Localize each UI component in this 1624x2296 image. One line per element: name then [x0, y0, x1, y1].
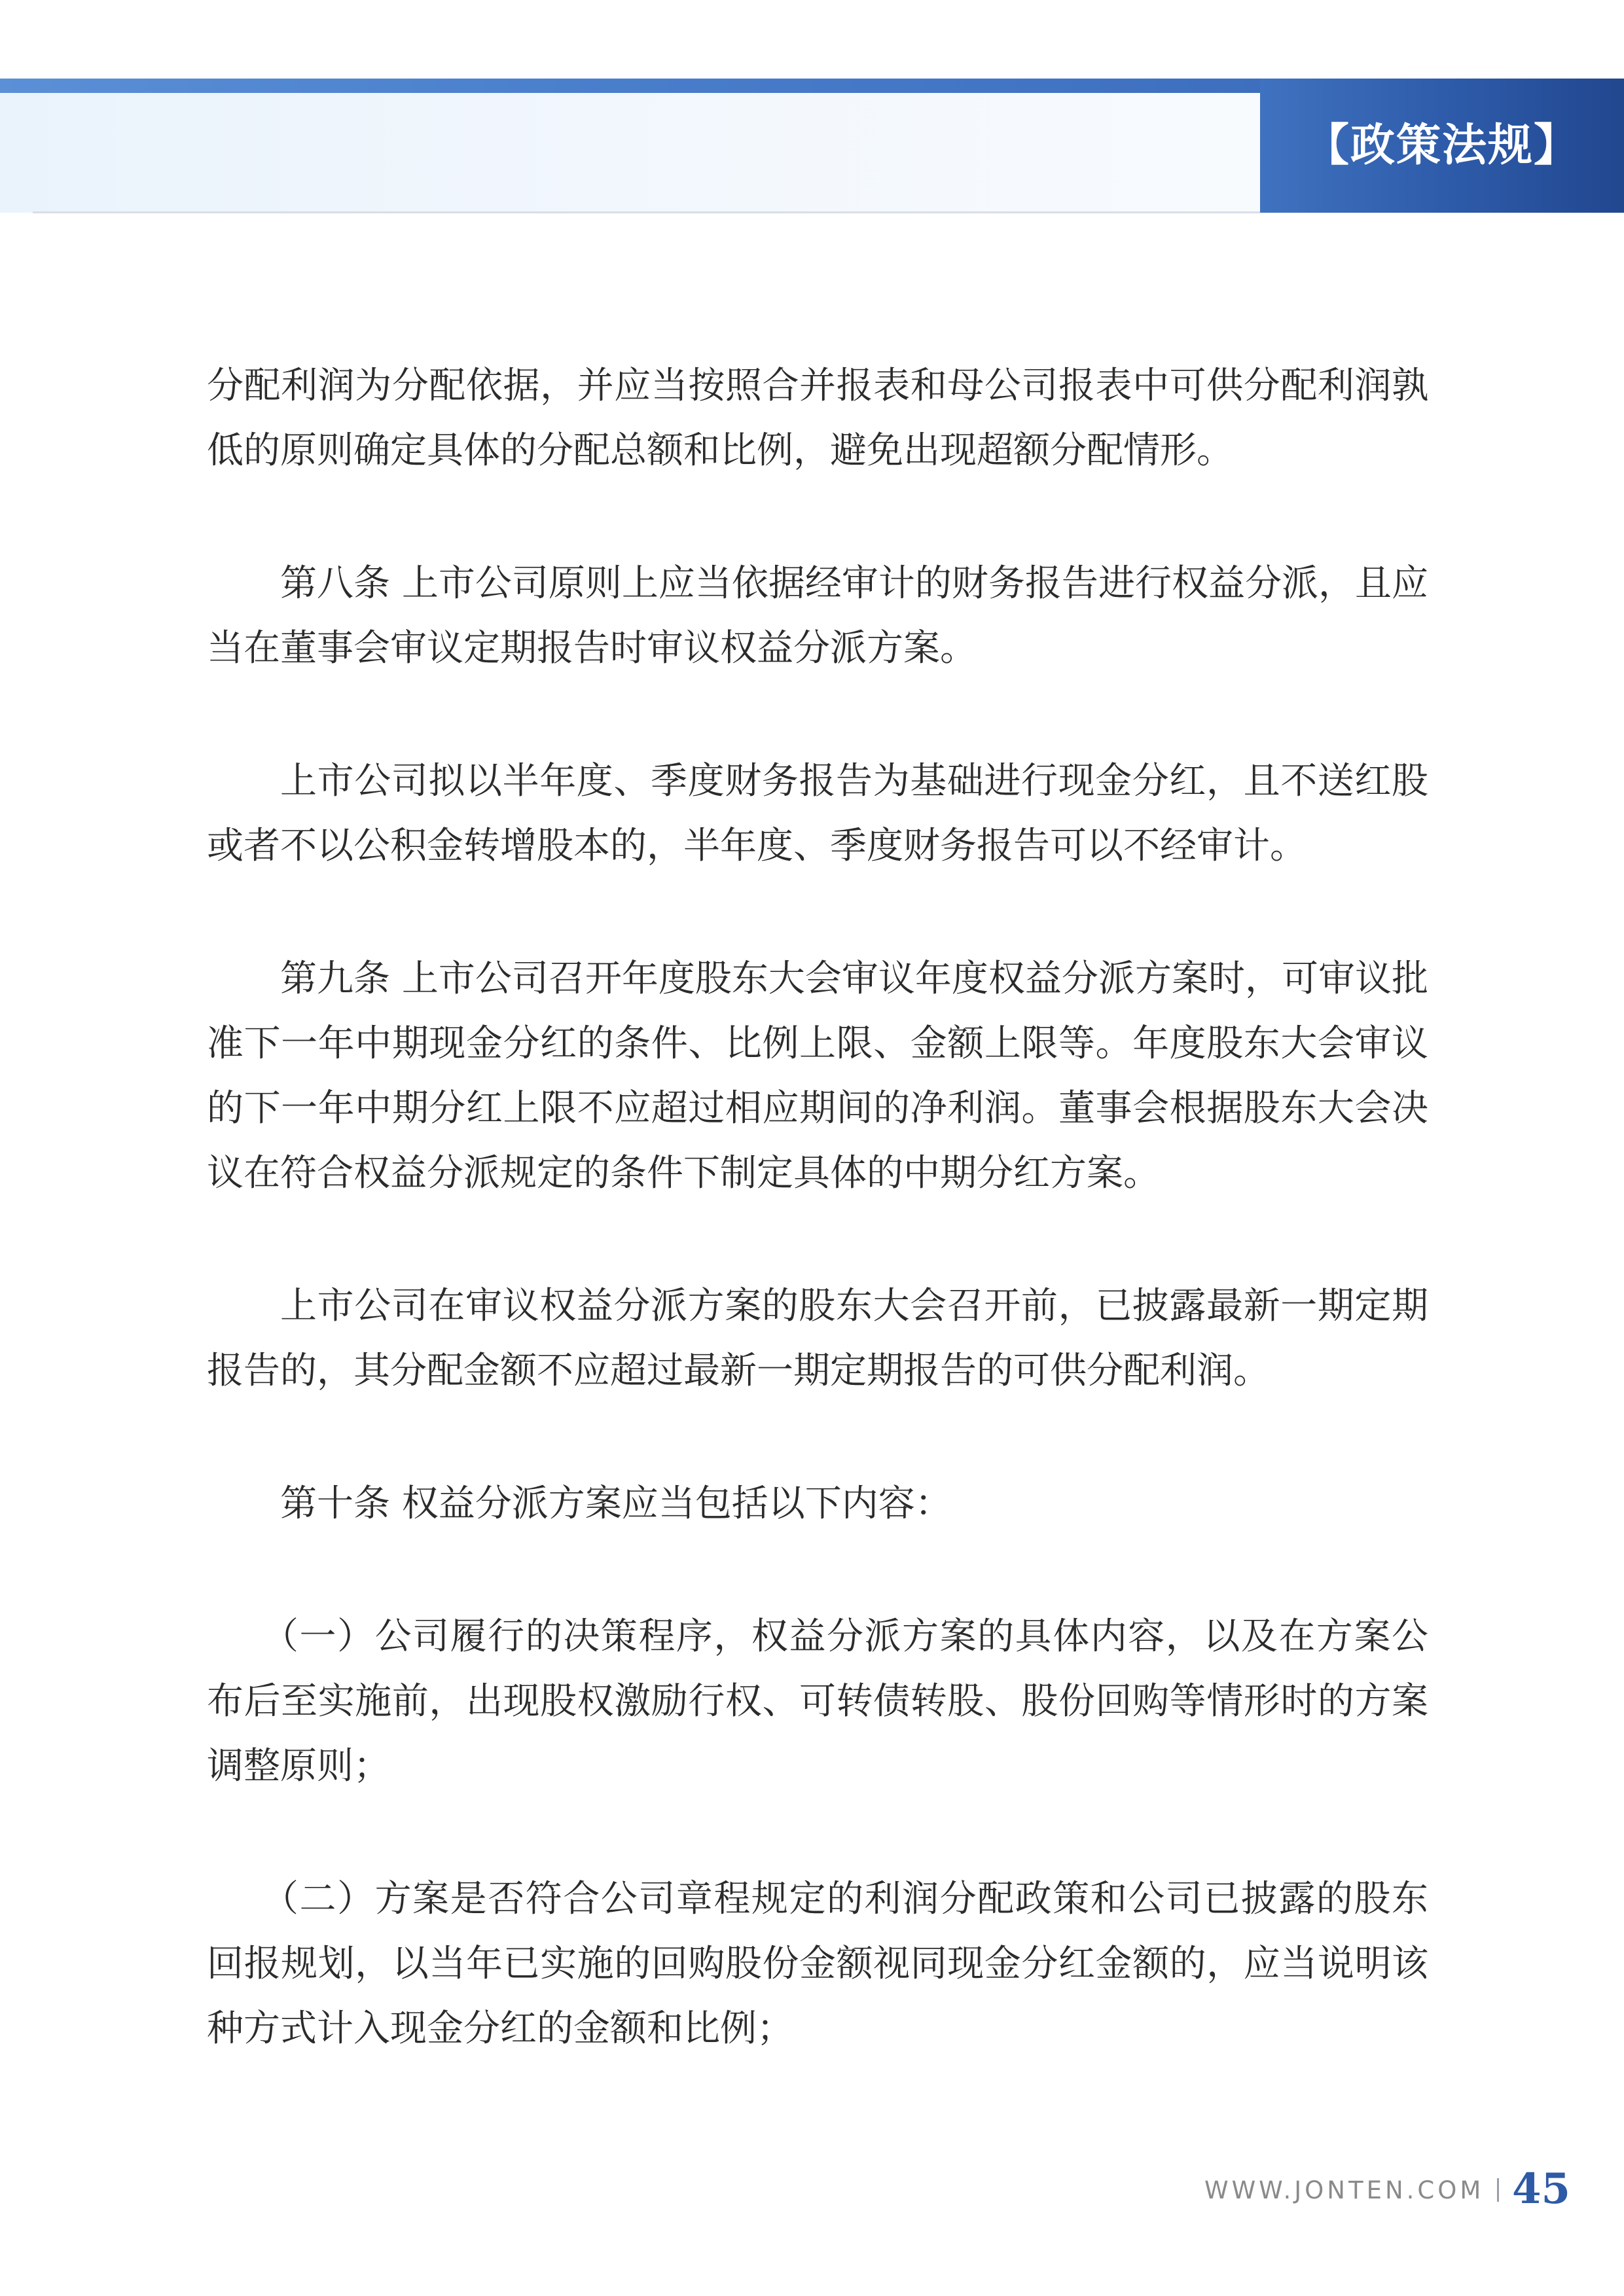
article-body — [207, 353, 1428, 2129]
paragraph-item-2: （二）方案是否符合公司章程规定的利润分配政策和公司已披露的股东回报规划，以当年已实施的回购股份金额视同现金分红金额的，应当说明该种方式计入现金分红的金额和比例； — [207, 1878, 1428, 2050]
section-tab-label: 【政策法规】 — [1304, 119, 1579, 171]
paragraph-item-1: （一）公司履行的决策程序，权益分派方案的具体内容，以及在方案公布后至实施前，出现股权激励行权、可转债转股、股份回购等情形时的方案调整原则； — [207, 1615, 1428, 1787]
footer-separator — [1497, 2178, 1499, 2202]
paragraph-article-9: 第九条 上市公司召开年度股东大会审议年度权益分派方案时，可审议批准下一年中期现金分红的条件、比例上限、金额上限等。年度股东大会审议的下一年中期分红上限不应超过相应期间的净利润。董事会根据股东大会决议在符合权益分派规定的条件下制定具体的中期分红方案。 — [207, 958, 1428, 1194]
paragraph-article-8-2: 上市公司拟以半年度、季度财务报告为基础进行现金分红，且不送红股或者不以公积金转增股本的，半年度、季度财务报告可以不经审计。 — [207, 760, 1428, 867]
header-band — [0, 93, 1260, 213]
paragraph-continuation: 分配利润为分配依据，并应当按照合并报表和母公司报表中可供分配利润孰低的原则确定具体的分配总额和比例，避免出现超额分配情形。 — [207, 365, 1428, 472]
paragraph-article-9-2: 上市公司在审议权益分派方案的股东大会召开前，已披露最新一期定期报告的，其分配金额不应超过最新一期定期报告的可供分配利润。 — [207, 1285, 1428, 1392]
paragraph-article-8: 第八条 上市公司原则上应当依据经审计的财务报告进行权益分派，且应当在董事会审议定期报告时审议权益分派方案。 — [207, 562, 1428, 670]
header-accent-line — [0, 79, 1260, 93]
page-number: 45 — [1512, 2164, 1571, 2214]
header-divider — [33, 211, 1260, 213]
footer-website: WWW.JONTEN.COM — [1204, 2176, 1485, 2204]
paragraph-article-10: 第十条 权益分派方案应当包括以下内容： — [280, 1482, 952, 1525]
